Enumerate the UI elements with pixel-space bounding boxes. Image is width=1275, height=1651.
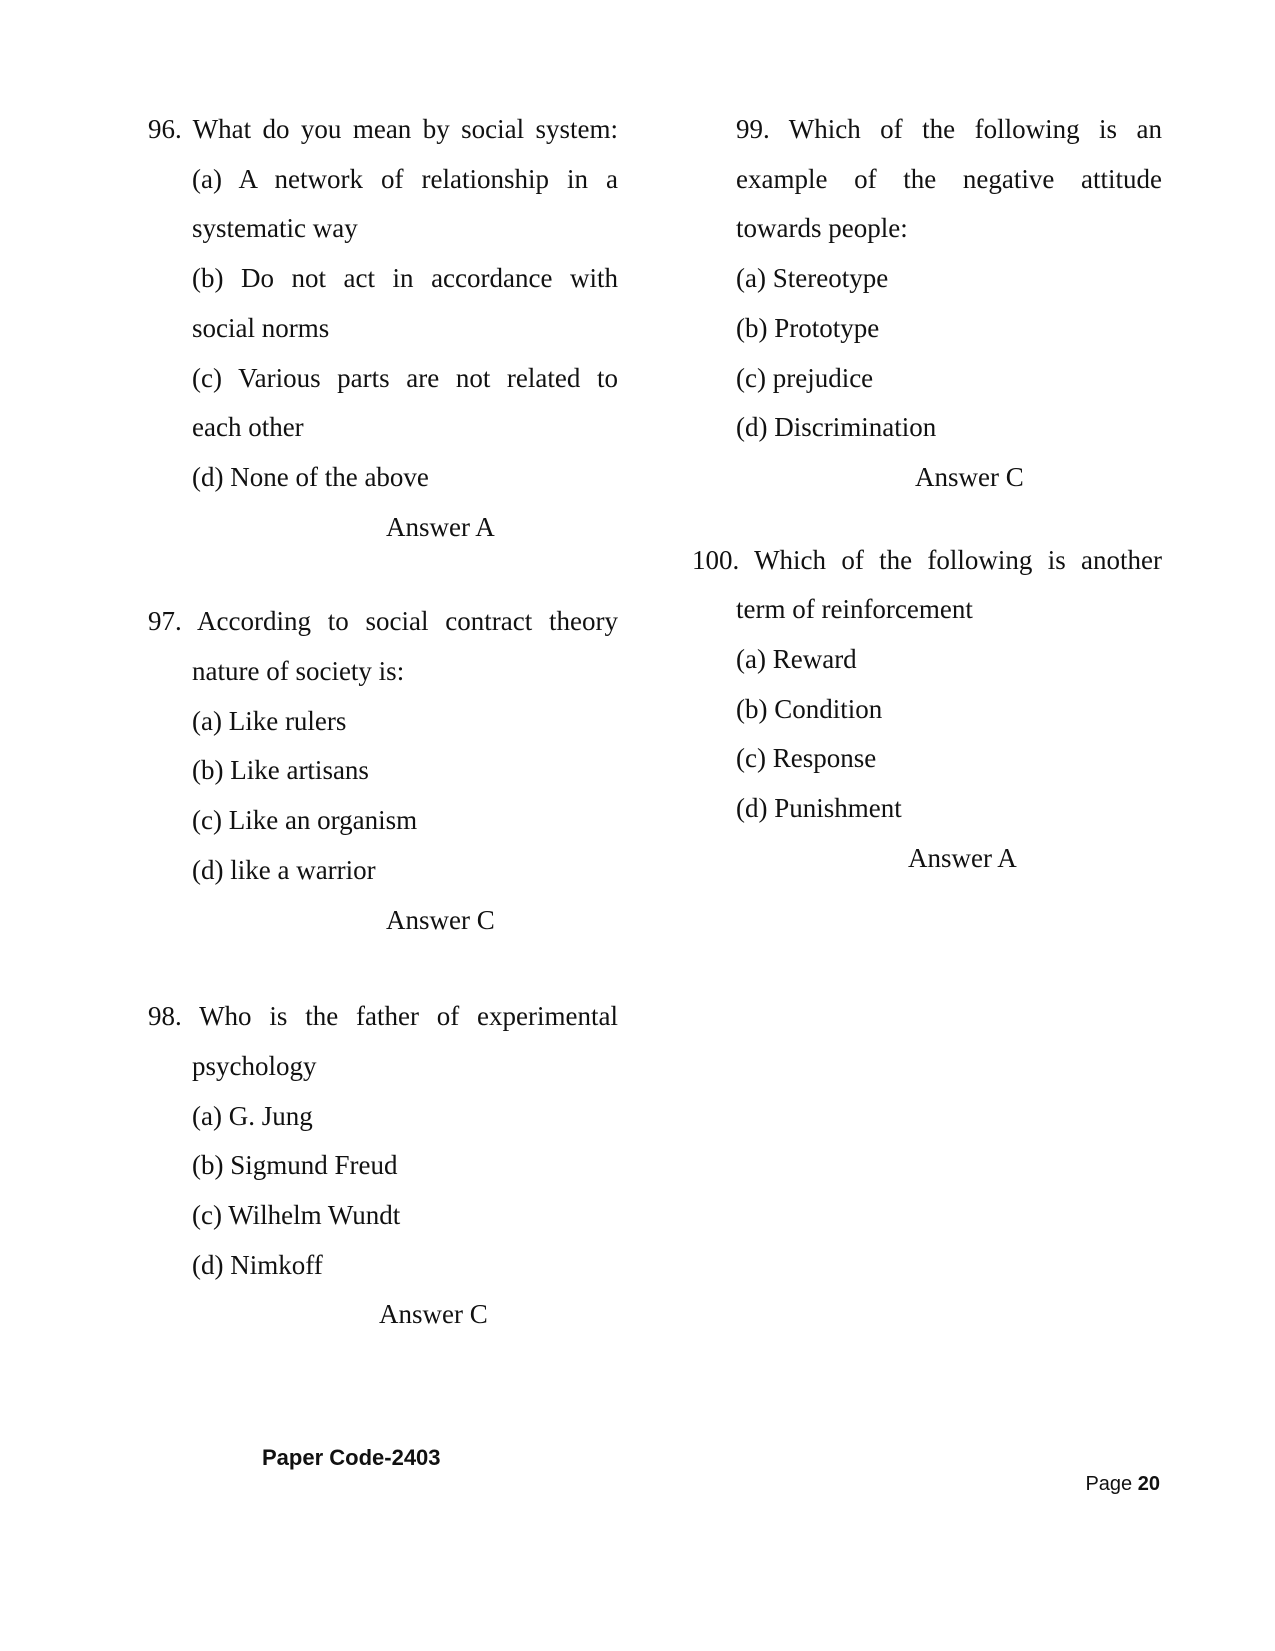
left-column bbox=[148, 105, 618, 1340]
page-label: Page bbox=[1085, 1473, 1133, 1495]
question-98-option-a: (a) G. Jung bbox=[192, 1100, 313, 1131]
spacer bbox=[148, 945, 618, 992]
question-99-option-a: (a) Stereotype bbox=[736, 263, 889, 294]
question-96-option-c bbox=[148, 354, 618, 453]
question-98-option-d: (d) Nimkoff bbox=[192, 1249, 323, 1280]
option-a-line-1: (a) A network of relationship in a bbox=[192, 163, 618, 194]
spacer bbox=[148, 552, 618, 597]
question-98-text-line-1: 98. Who is the father of experimental bbox=[148, 1001, 618, 1032]
question-99-text-line-2: example of the negative attitude bbox=[736, 163, 1162, 194]
question-96-answer: Answer A bbox=[386, 511, 495, 542]
question-98 bbox=[148, 992, 618, 1340]
question-100-option-c: (c) Response bbox=[736, 743, 877, 774]
question-100-text-line-1: 100. Which of the following is another bbox=[692, 544, 1162, 575]
question-100-text-line-2: term of reinforcement bbox=[736, 594, 973, 625]
question-99-option-b: (b) Prototype bbox=[736, 312, 880, 343]
option-c-line-1: (c) Various parts are not related to bbox=[192, 362, 618, 393]
right-column bbox=[692, 105, 1162, 884]
question-99-option-c: (c) prejudice bbox=[736, 362, 874, 393]
question-98-text-line-2: psychology bbox=[192, 1050, 317, 1081]
spacer bbox=[692, 503, 1162, 536]
question-97-text-line-2: nature of society is: bbox=[192, 656, 405, 687]
option-a-line-2: systematic way bbox=[192, 213, 358, 244]
question-97-option-c: (c) Like an organism bbox=[192, 805, 418, 836]
question-97 bbox=[148, 597, 618, 945]
question-99-text-line-1: 99. Which of the following is an bbox=[736, 114, 1162, 144]
question-96-text: 96. What do you mean by social system: bbox=[148, 114, 618, 144]
question-98-option-b: (b) Sigmund Freud bbox=[192, 1150, 398, 1181]
question-98-option-c: (c) Wilhelm Wundt bbox=[192, 1200, 401, 1231]
question-99-answer: Answer C bbox=[915, 461, 1024, 492]
question-96 bbox=[148, 105, 618, 552]
option-b-line-1: (b) Do not act in accordance with bbox=[192, 263, 618, 294]
option-c-line-2: each other bbox=[192, 412, 304, 443]
question-97-option-a: (a) Like rulers bbox=[192, 705, 347, 736]
question-97-text-line-1: 97. According to social contract theory bbox=[148, 606, 618, 637]
question-99-text-line-3: towards people: bbox=[736, 213, 908, 244]
question-97-option-d: (d) like a warrior bbox=[192, 854, 376, 885]
question-97-answer: Answer C bbox=[386, 904, 495, 935]
paper-code: Paper Code-2403 bbox=[262, 1445, 441, 1470]
question-100-option-d: (d) Punishment bbox=[736, 793, 902, 824]
question-96-option-a bbox=[148, 155, 618, 254]
option-b-line-2: social norms bbox=[192, 312, 330, 343]
question-96-option-b bbox=[148, 254, 618, 353]
page-number bbox=[1085, 1473, 1160, 1496]
page-number-value: 20 bbox=[1137, 1473, 1160, 1495]
question-97-option-b: (b) Like artisans bbox=[192, 755, 369, 786]
question-100 bbox=[692, 536, 1162, 884]
question-100-option-a: (a) Reward bbox=[736, 644, 857, 675]
question-99 bbox=[692, 105, 1162, 503]
question-96-option-d: (d) None of the above bbox=[192, 461, 429, 492]
question-100-option-b: (b) Condition bbox=[736, 693, 883, 724]
question-98-answer: Answer C bbox=[379, 1299, 488, 1330]
question-99-option-d: (d) Discrimination bbox=[736, 412, 937, 443]
question-100-answer: Answer A bbox=[908, 842, 1017, 873]
